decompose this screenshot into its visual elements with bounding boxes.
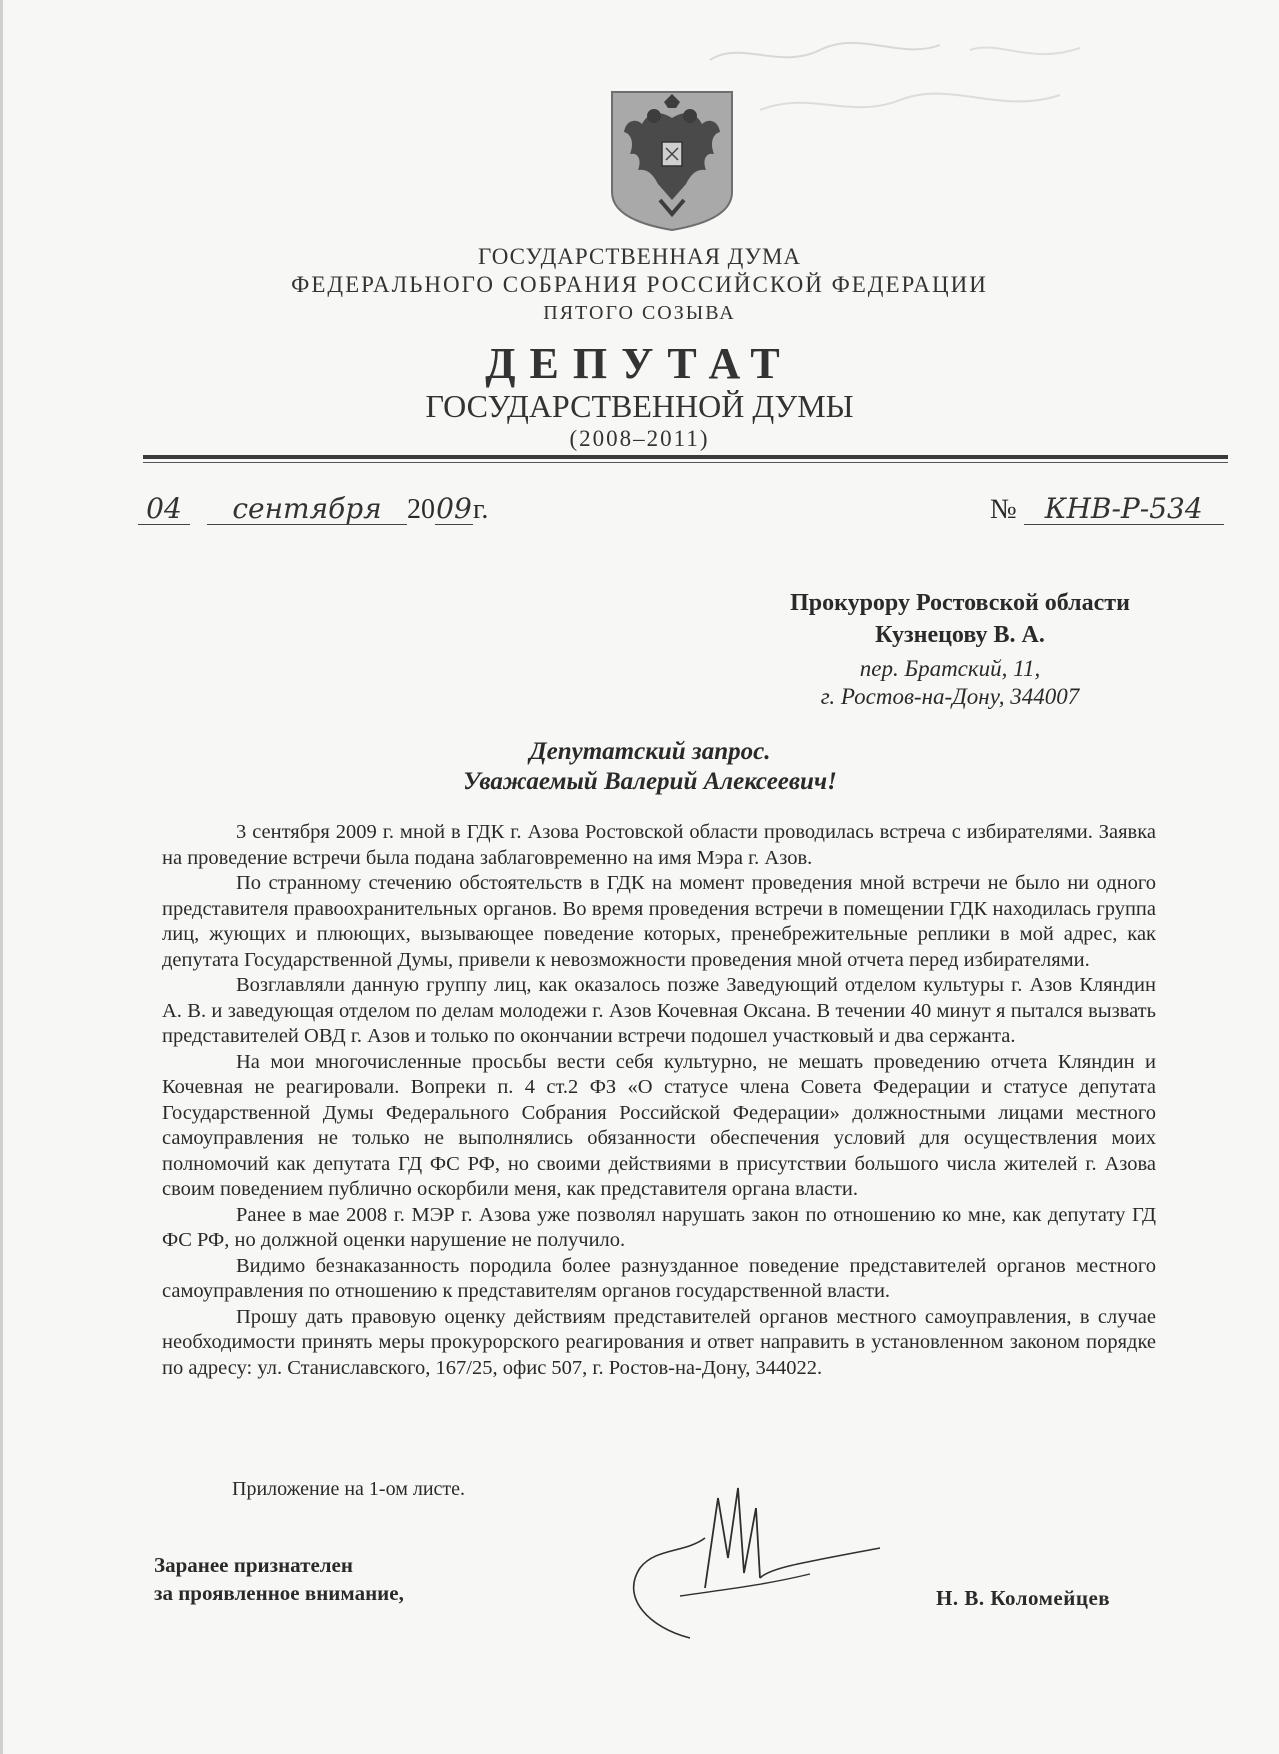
date-month: сентября	[207, 494, 407, 525]
body-paragraph-1: 3 сентября 2009 г. мной в ГДК г. Азова Ростовской области проводилась встреча с избирателями. Заявка на проведение встречи была подана заблаговременно на имя Мэра г. Азов.	[162, 821, 1156, 869]
appendix-note: Приложение на 1-ом листе.	[232, 1478, 466, 1500]
subject-line2: Уважаемый Валерий Алексеевич!	[463, 768, 837, 795]
document-number	[990, 494, 1224, 526]
letterhead-line2: ФЕДЕРАЛЬНОГО СОБРАНИЯ РОССИЙСКОЙ ФЕДЕРАЦИИ	[291, 272, 988, 297]
letterhead-title: ДЕПУТАТ	[485, 339, 794, 388]
closing-line1: Заранее признателен	[154, 1553, 353, 1577]
body-paragraph-6: Видимо безнаказанность породила более разнузданное поведение представителей органов местного самоуправления по отношению к представителям органов государственной власти.	[162, 1254, 1156, 1302]
document-number-value: КНВ-Р-534	[1024, 494, 1224, 525]
letterhead-line1: ГОСУДАРСТВЕННАЯ ДУМА	[478, 244, 801, 269]
date-year: 09	[436, 492, 472, 525]
date-day: 04	[138, 494, 190, 525]
body-paragraph-7: Прошу дать правовую оценку действиям представителей органов местного самоуправления, в случае необходимости принять меры прокурорского реагирования и ответ направить в установленном законом порядке по адресу: ул. Станиславского, 167/25, офис 507, г. Ростов-на-Дону, 344022.	[162, 1305, 1156, 1379]
letter-body	[162, 820, 1156, 1381]
double-headed-eagle-emblem-icon	[608, 88, 736, 232]
addressee-line3: пер. Братский, 11,	[859, 656, 1041, 681]
date-year-suffix: г.	[473, 494, 489, 525]
body-paragraph-5: Ранее в мае 2008 г. МЭР г. Азова уже позволял нарушать закон по отношению ко мне, как депутату ГД ФС РФ, но должной оценки нарушение не получило.	[162, 1203, 1156, 1251]
body-paragraph-3: Возглавляли данную группу лиц, как оказалось позже Заведующий отделом культуры г. Азов Кляндин А. В. и заведующая отделом по делам молодежи г. Азов Кочевная Оксана. В течении 40 минут я пытался вызвать представителей ОВД г. Азов и только по окончании встречи подошел участковый и два сержанта.	[162, 974, 1156, 1047]
body-paragraph-4: На мои многочисленные просьбы вести себя культурно, не мешать проведению отчета Кляндин и Кочевная не реагировали. Вопреки п. 4 ст.2 ФЗ «О статусе члена Совета Федерации и статусе депутата Государственной Думы Федерального Собрания Российской Федерации» должностными лицами местного самоуправления не только не выполнялись обязанности обеспечения условий для осуществления моих полномочий как депутата ГД ФС РФ, но своими действиями в присутствии большого числа жителей г. Азова своим поведением публично оскорбили меня, как представителя органа власти.	[162, 1050, 1156, 1200]
addressee-line1: Прокурору Ростовской области	[790, 590, 1130, 616]
letterhead-rule-thick	[143, 455, 1228, 459]
date-line	[138, 494, 488, 526]
body-paragraph-2: По странному стечению обстоятельств в ГДК на момент проведения мной встречи не было ни одного представителя правоохранительных органов. Во время проведения встречи в помещении ГДК находилась группа лиц, жующих и плюющих, вызывающее поведение которых, пренебрежительные реплики в мой адрес, как депутата Государственной Думы, привели к невозможности проведения мной отчета перед избирателями.	[162, 872, 1156, 971]
letterhead-years: (2008–2011)	[569, 426, 710, 451]
closing-block	[154, 1551, 404, 1607]
date-year-prefix: 20	[407, 494, 435, 525]
subject-line1: Депутатский запрос.	[529, 738, 771, 765]
letterhead-subtitle: ГОСУДАРСТВЕННОЙ ДУМЫ	[425, 388, 854, 424]
addressee-line2: Кузнецову В. А.	[875, 622, 1045, 648]
addressee-line4: г. Ростов-на-Дону, 344007	[820, 684, 1080, 709]
letterhead-rule-thin	[143, 462, 1228, 463]
signer-name: Н. В. Коломейцев	[936, 1586, 1111, 1610]
document-number-prefix: №	[990, 494, 1017, 525]
closing-line2: за проявленное внимание,	[154, 1581, 404, 1605]
letterhead-line3: ПЯТОГО СОЗЫВА	[543, 302, 736, 324]
handwritten-signature	[610, 1478, 890, 1648]
bleed-through-marks	[700, 30, 1120, 130]
